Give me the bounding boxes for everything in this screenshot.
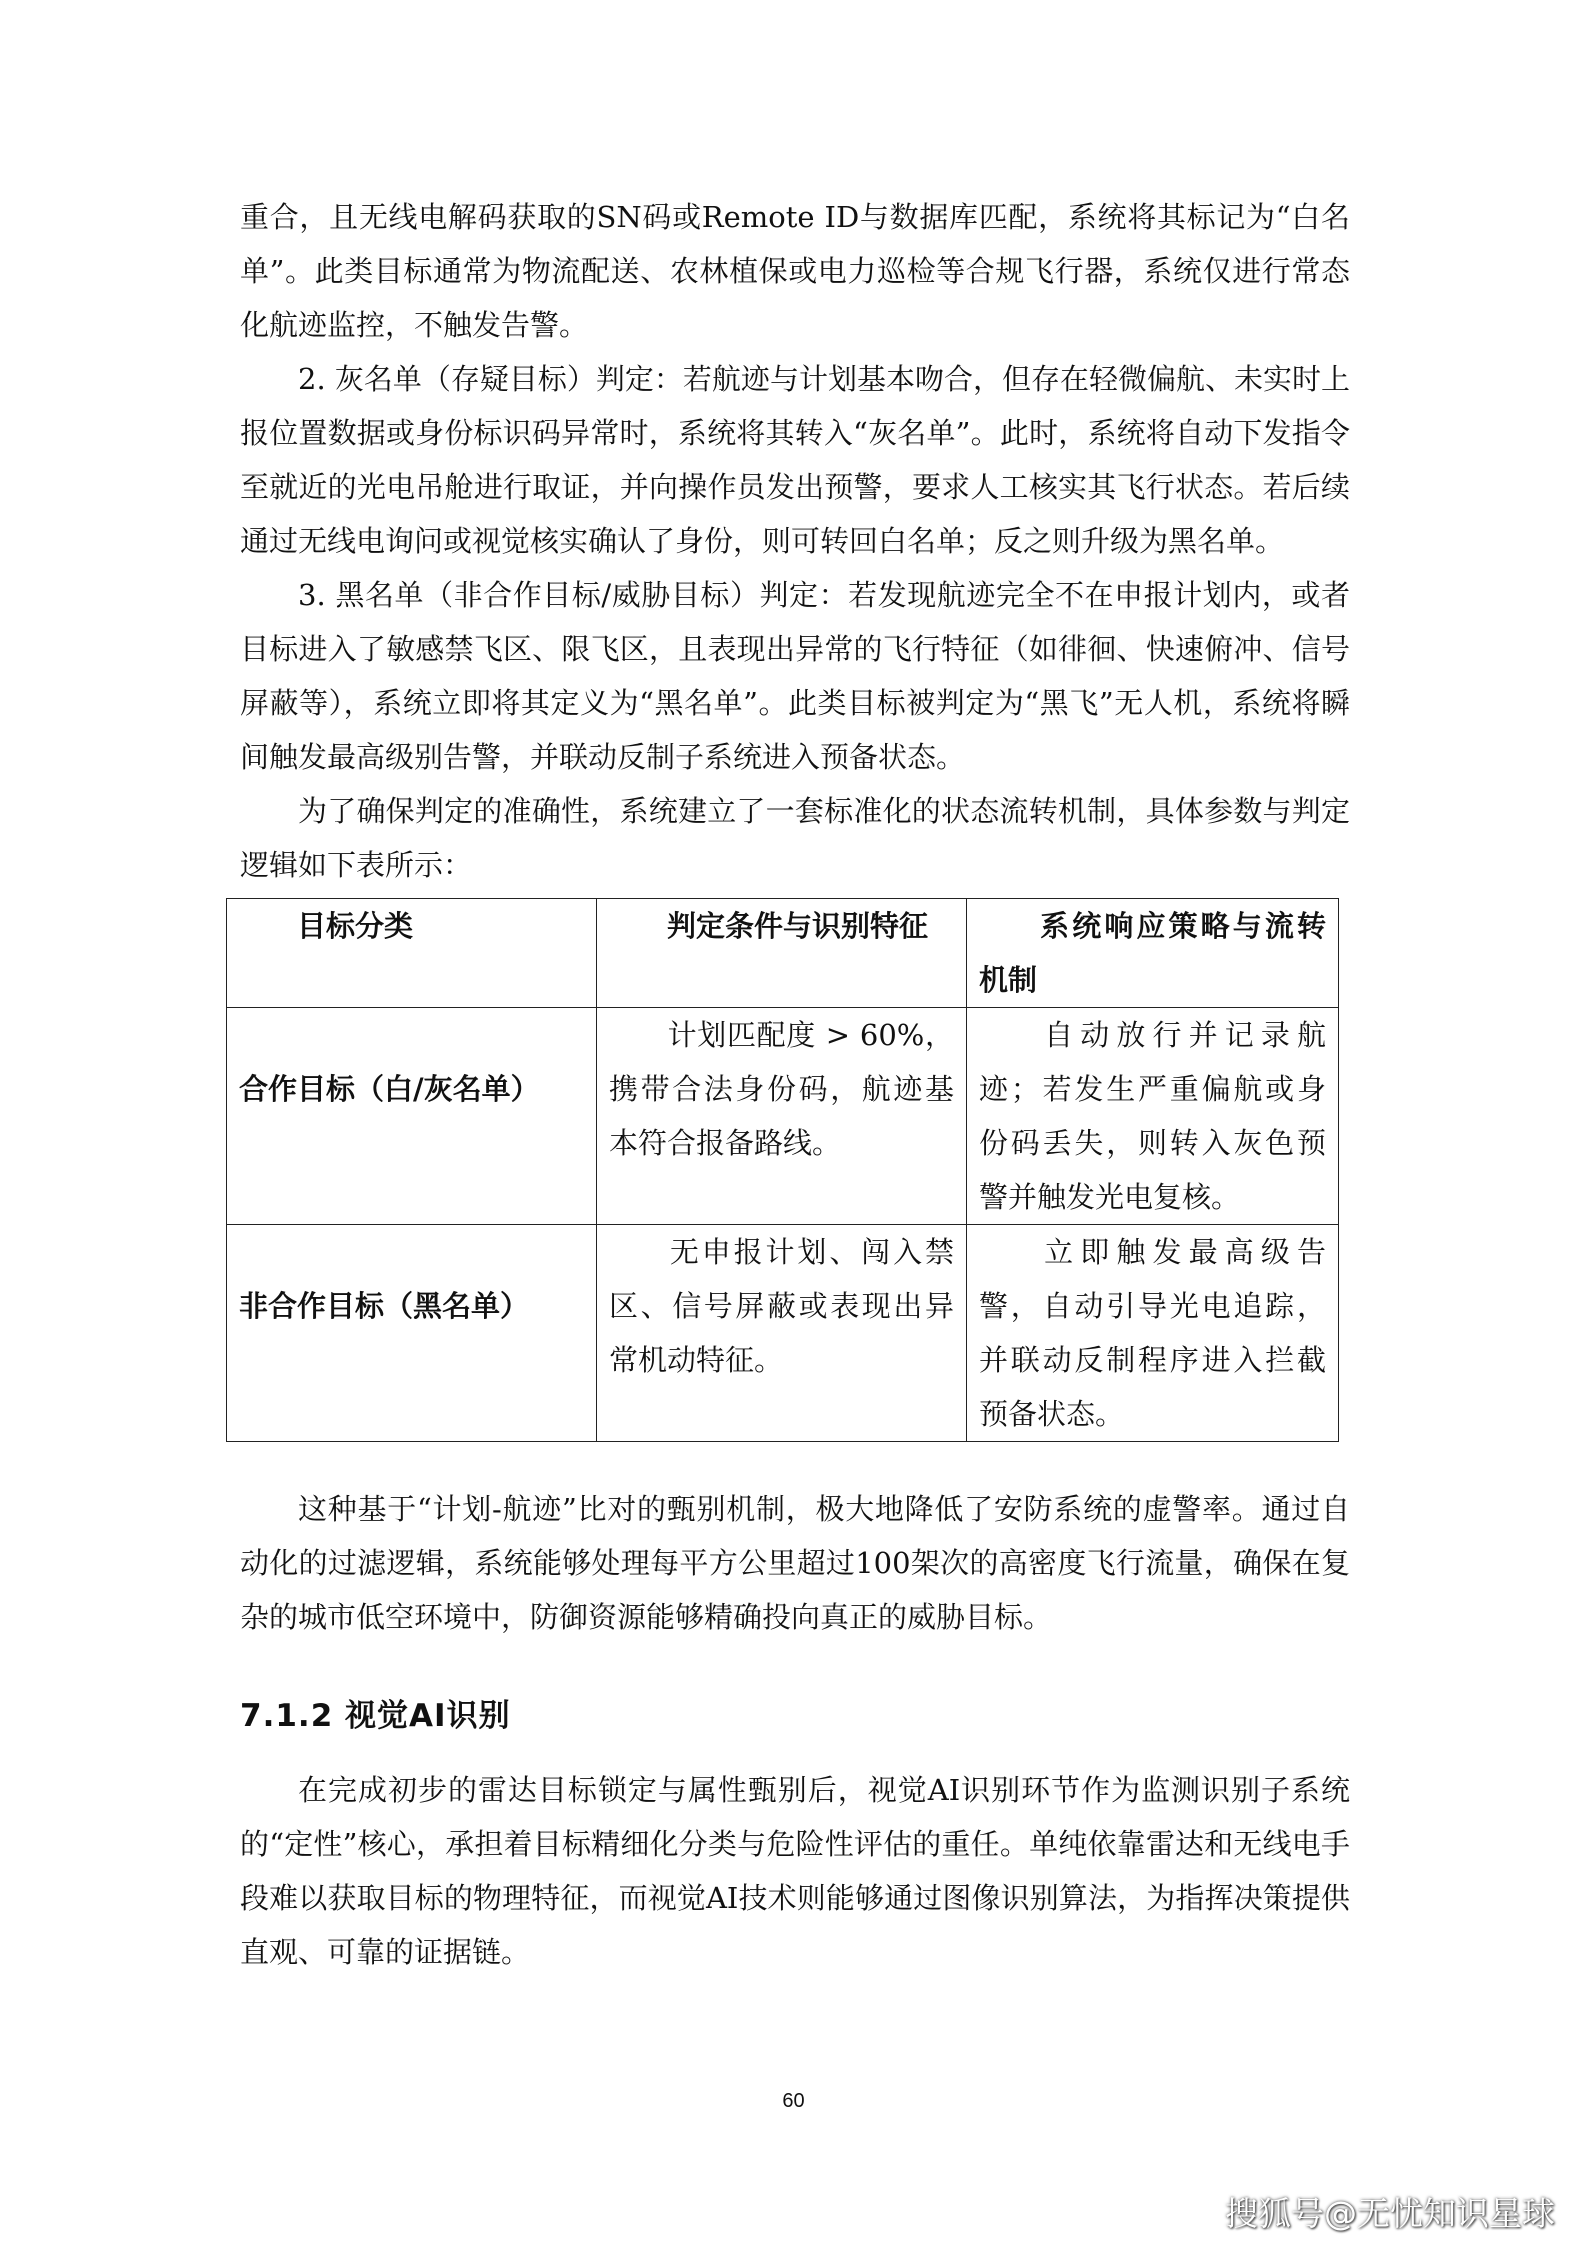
paragraph-4: 为了确保判定的准确性，系统建立了一套标准化的状态流转机制，具体参数与判定逻辑如下表所示： — [240, 794, 1350, 882]
paragraph-after-table: 这种基于“计划-航迹”比对的甄别机制，极大地降低了安防系统的虚警率。通过自动化的过滤逻辑，系统能够处理每平方公里超过100架次的高密度飞行流量，确保在复杂的城市低空环境中，防御资源能够精确投向真正的威胁目标。 — [240, 1492, 1350, 1634]
watermark: 搜狐号@无忧知识星球 — [1225, 2194, 1555, 2233]
table-header-row — [227, 899, 1339, 1008]
section-heading: 7.1.2 视觉AI识别 — [240, 1698, 511, 1734]
paragraph-3: 3. 黑名单（非合作目标/威胁目标）判定：若发现航迹完全不在申报计划内，或者目标进入了敏感禁飞区、限飞区，且表现出异常的飞行特征（如徘徊、快速俯冲、信号屏蔽等），系统立即将其定义为“黑名单”。此类目标被判定为“黑飞”无人机，系统将瞬间触发最高级别告警，并联动反制子系统进入预备状态。 — [240, 578, 1350, 774]
page-number: 60 — [782, 2090, 805, 2112]
table-cell: 无申报计划、闯入禁区、信号屏蔽或表现出异常机动特征。 — [597, 1225, 967, 1442]
table-header-cell: 判定条件与识别特征 — [597, 899, 967, 1008]
classification-table — [226, 898, 1339, 1442]
document-body — [240, 190, 1350, 1979]
table-cell: 合作目标（白/灰名单） — [227, 1008, 597, 1225]
section-paragraph: 在完成初步的雷达目标锁定与属性甄别后，视觉AI识别环节作为监测识别子系统的“定性”核心，承担着目标精细化分类与危险性评估的重任。单纯依靠雷达和无线电手段难以获取目标的物理特征，而视觉AI技术则能够通过图像识别算法，为指挥决策提供直观、可靠的证据链。 — [240, 1773, 1350, 1969]
table-cell: 立即触发最高级告警，自动引导光电追踪，并联动反制程序进入拦截预备状态。 — [967, 1225, 1339, 1442]
table-header-cell: 系统响应策略与流转机制 — [967, 899, 1339, 1008]
table-cell: 计划匹配度 > 60%，携带合法身份码，航迹基本符合报备路线。 — [597, 1008, 967, 1225]
table-cell: 非合作目标（黑名单） — [227, 1225, 597, 1442]
table-header-cell: 目标分类 — [227, 899, 597, 1008]
table-row — [227, 1225, 1339, 1442]
table-row — [227, 1008, 1339, 1225]
table-cell: 自动放行并记录航迹；若发生严重偏航或身份码丢失，则转入灰色预警并触发光电复核。 — [967, 1008, 1339, 1225]
paragraph-2: 2. 灰名单（存疑目标）判定：若航迹与计划基本吻合，但存在轻微偏航、未实时上报位置数据或身份标识码异常时，系统将其转入“灰名单”。此时，系统将自动下发指令至就近的光电吊舱进行取证，并向操作员发出预警，要求人工核实其飞行状态。若后续通过无线电询问或视觉核实确认了身份，则可转回白名单；反之则升级为黑名单。 — [240, 362, 1350, 558]
paragraph-1: 重合，且无线电解码获取的SN码或Remote ID与数据库匹配，系统将其标记为“白名单”。此类目标通常为物流配送、农林植保或电力巡检等合规飞行器，系统仅进行常态化航迹监控，不触发告警。 — [240, 200, 1350, 342]
